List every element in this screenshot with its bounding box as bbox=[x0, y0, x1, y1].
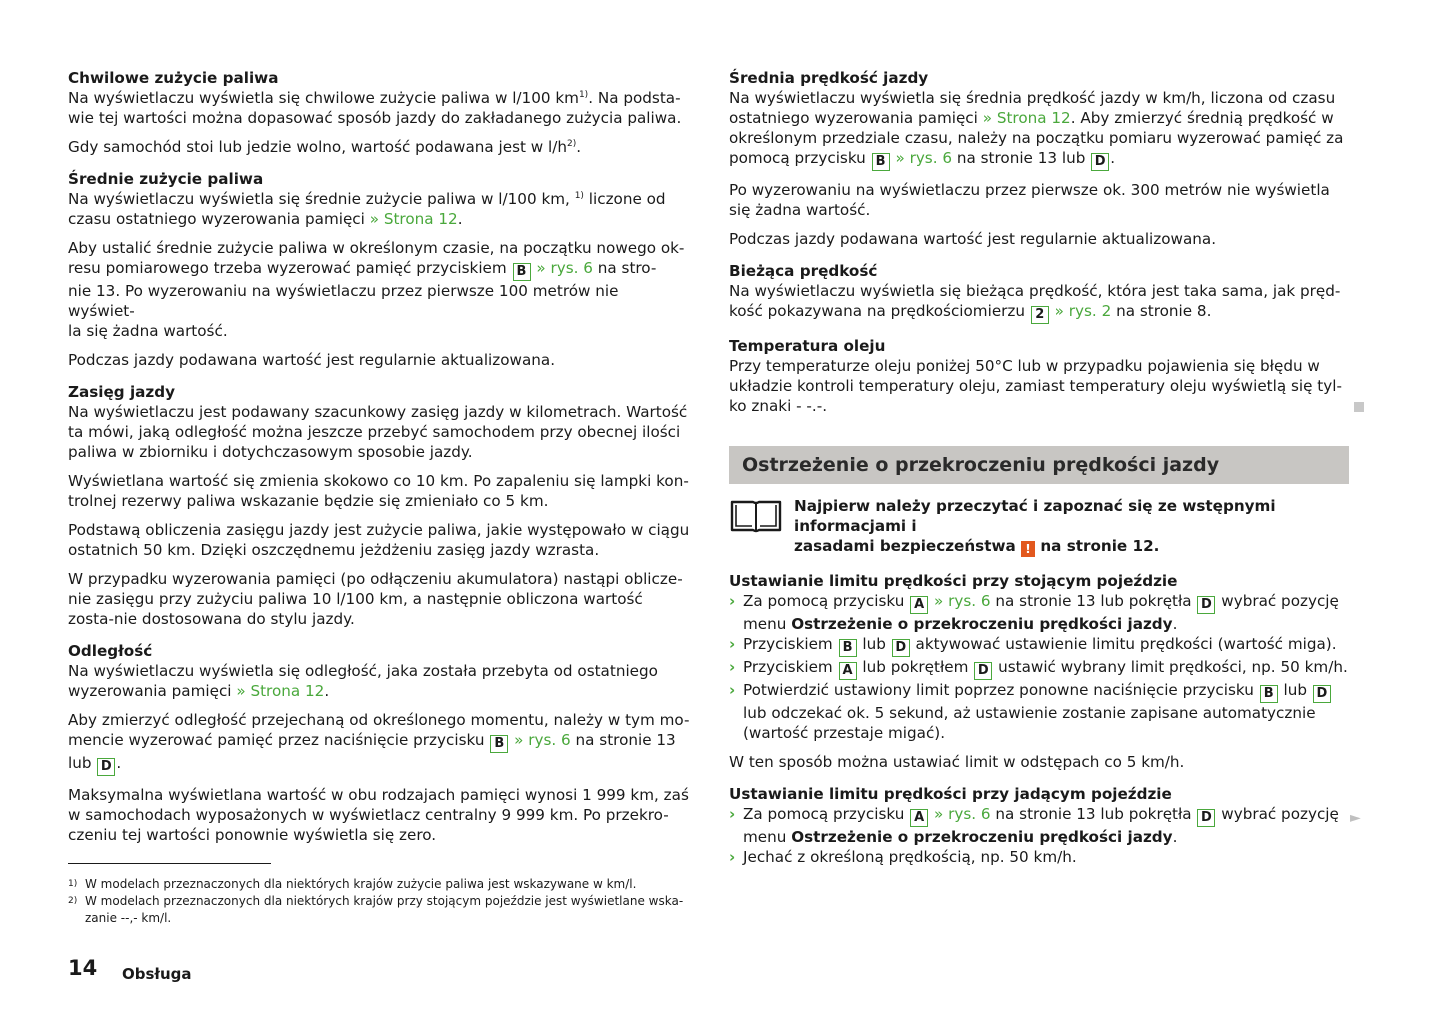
section-jadacy bbox=[729, 784, 1349, 867]
figure-link[interactable]: » rys. 6 bbox=[895, 149, 953, 167]
page-number: 14 bbox=[68, 956, 98, 980]
section-end-marker bbox=[1354, 402, 1364, 412]
footnote-text: W modelach przeznaczonych dla niektórych krajów zużycie paliwa jest wskazywane w km/l. bbox=[85, 877, 637, 891]
figure-link[interactable]: » rys. 2 bbox=[1054, 302, 1112, 320]
paragraph: Podstawą obliczenia zasięgu jazdy jest zużycie paliwa, jakie występowało w ciągu ostatnich 50 km. Dzięki oszczędnemu jeżdżeniu zasięg jazdy wzrasta. bbox=[68, 521, 690, 559]
paragraph: Na wyświetlaczu wyświetla się chwilowe zużycie paliwa w l/100 $km^{1)}$. Na podsta- wie tej wartości można dopasować sposób jazdy do zakładanego zużycia paliwa. bbox=[68, 89, 682, 127]
footnote-ref: 2) bbox=[567, 138, 577, 149]
footnote-number: 1) bbox=[68, 879, 78, 889]
footnote bbox=[68, 893, 690, 927]
steps-list bbox=[729, 804, 1349, 867]
key-b: B bbox=[839, 639, 857, 657]
page-link[interactable]: » Strona 12 bbox=[236, 682, 325, 700]
section-temperatura bbox=[729, 336, 1349, 416]
step-arrow-icon: › bbox=[729, 848, 736, 866]
key-d: D bbox=[974, 662, 992, 680]
footnote-ref: 1) bbox=[578, 89, 589, 100]
continue-arrow-icon: ► bbox=[1350, 810, 1361, 826]
key-d: D bbox=[1313, 685, 1331, 703]
step-arrow-icon: › bbox=[729, 635, 736, 653]
key-a: A bbox=[839, 662, 857, 680]
paragraph: Po wyzerowaniu na wyświetlaczu przez pierwsze ok. 300 metrów nie wyświetla się żadna wartość. bbox=[729, 181, 1330, 219]
footnote-ref: 1) bbox=[574, 190, 584, 201]
section-title: Chwilowe zużycie paliwa bbox=[68, 69, 279, 87]
step-item: › Przyciskiem B lub D aktywować ustawienie limitu prędkości (wartość miga). bbox=[729, 635, 1337, 655]
open-book-icon bbox=[729, 498, 783, 534]
key-d: D bbox=[1197, 596, 1215, 614]
step-arrow-icon: › bbox=[729, 681, 736, 699]
footnote-number: 2) bbox=[68, 896, 78, 906]
section-odleglosc bbox=[68, 641, 690, 845]
footnote bbox=[68, 876, 690, 893]
paragraph: Na wyświetlaczu wyświetla się średnie zużycie paliwa w l/100 km, $^{1)}$ liczone od czasu ostatniego wyzerowania pamięci » Strona 12. bbox=[68, 190, 666, 228]
page-link[interactable]: » Strona 12 bbox=[982, 109, 1071, 127]
warning-icon: ! bbox=[1021, 541, 1035, 557]
section-srednia-predkosc bbox=[729, 68, 1349, 249]
key-a: A bbox=[910, 809, 928, 827]
paragraph: Aby ustalić średnie zużycie paliwa w określonym czasie, na początku nowego ok- resu pomiarowego trzeba wyzerować pamięć przyciskiem B » rys. 6 na stro- nie 13. Po wyzerowaniu na wyświetlaczu przez pierwsze 100 metrów nie wyświet- la się żadna wartość. bbox=[68, 239, 685, 340]
footnote-rule bbox=[68, 863, 271, 864]
step-arrow-icon: › bbox=[729, 805, 736, 823]
key-b: B bbox=[1260, 685, 1278, 703]
paragraph: Gdy samochód stoi lub jedzie wolno, wartość podawana jest w $l/h^{2)}$. bbox=[68, 138, 582, 156]
key-b: B bbox=[490, 735, 508, 753]
paragraph: Przy temperaturze oleju poniżej 50°C lub w przypadku pojawienia się błędu w układzie kontroli temperatury oleju, zamiast temperatury oleju wyświetlą się tyl-ko znaki - -.-. bbox=[729, 357, 1342, 415]
paragraph: W ten sposób można ustawiać limit w odstępach co 5 km/h. bbox=[729, 753, 1185, 771]
section-title: Ustawianie limitu prędkości przy stojącym pojeździe bbox=[729, 572, 1178, 590]
left-column bbox=[68, 68, 690, 854]
figure-link[interactable]: » rys. 6 bbox=[514, 731, 571, 749]
page-link[interactable]: » Strona 12 bbox=[369, 210, 458, 228]
notice-text: Najpierw należy przeczytać i zapoznać się ze wstępnymi informacjami i zasadami bezpieczeństwa ! na stronie 12. bbox=[794, 497, 1276, 556]
key-d: D bbox=[1091, 153, 1109, 171]
steps-list bbox=[729, 591, 1349, 743]
figure-link[interactable]: » rys. 6 bbox=[536, 259, 593, 277]
read-first-notice bbox=[729, 496, 1349, 557]
paragraph: Podczas jazdy podawana wartość jest regularnie aktualizowana. bbox=[729, 230, 1217, 248]
chapter-heading: Ostrzeżenie o przekroczeniu prędkości jazdy bbox=[729, 446, 1349, 484]
paragraph: Na wyświetlaczu wyświetla się średnia prędkość jazdy w km/h, liczona od czasu ostatniego wyzerowania pamięci » Strona 12. Aby zmierzyć średnią prędkość w określonym przedziale czasu, należy na początku pomiaru wyzerować pamięć za pomocą przycisku B » rys. 6 na stronie 13 lub D . bbox=[729, 89, 1344, 169]
key-a: A bbox=[910, 596, 928, 614]
paragraph: Na wyświetlaczu wyświetla się odległość, jaka została przebyta od ostatniego wyzerowania pamięci » Strona 12. bbox=[68, 662, 658, 700]
step-item: › Jechać z określoną prędkością, np. 50 km/h. bbox=[729, 848, 1077, 866]
key-b: B bbox=[872, 153, 890, 171]
step-item: › Za pomocą przycisku A » rys. 6 na stronie 13 lub pokrętła D wybrać pozycję menu Ostrzeżenie o przekroczeniu prędkości jazdy. bbox=[729, 805, 1339, 846]
step-item: › Za pomocą przycisku A » rys. 6 na stronie 13 lub pokrętła D wybrać pozycję menu Ostrzeżenie o przekroczeniu prędkości jazdy. bbox=[729, 592, 1339, 633]
running-footer-section: Obsługa bbox=[122, 965, 192, 983]
section-title: Zasięg jazdy bbox=[68, 383, 176, 401]
figure-link[interactable]: » rys. 6 bbox=[933, 592, 991, 610]
step-arrow-icon: › bbox=[729, 658, 736, 676]
paragraph: Na wyświetlaczu wyświetla się bieżąca prędkość, która jest taka sama, jak pręd- kość pokazywana na prędkościomierzu 2 » rys. 2 na stronie 8. bbox=[729, 282, 1341, 322]
paragraph: W przypadku wyzerowania pamięci (po odłączeniu akumulatora) nastąpi oblicze-nie zasięgu przy zużyciu paliwa 10 l/100 km, a następnie obliczona wartość zosta-nie dostosowana do stylu jazdy. bbox=[68, 570, 683, 628]
paragraph: Na wyświetlaczu jest podawany szacunkowy zasięg jazdy w kilometrach. Wartość ta mówi, jaką odległość można jeszcze przebyć samochodem przy obecnej ilości paliwa w zbiorniku i dotychczasowym sposobie jazdy. bbox=[68, 403, 688, 461]
section-title: Ustawianie limitu prędkości przy jadącym pojeździe bbox=[729, 785, 1172, 803]
section-srednie bbox=[68, 169, 690, 370]
paragraph: Wyświetlana wartość się zmienia skokowo co 10 km. Po zapaleniu się lampki kon-trolnej rezerwy paliwa wskazanie będzie się zmieniało co 5 km. bbox=[68, 472, 689, 510]
key-d: D bbox=[892, 639, 910, 657]
section-title: Odległość bbox=[68, 642, 153, 660]
section-title: Średnia prędkość jazdy bbox=[729, 69, 929, 87]
paragraph: Aby zmierzyć odległość przejechaną od określonego momentu, należy w tym mo- mencie wyzerować pamięć przez naciśnięcie przycisku B » rys. 6 na stronie 13 lub D . bbox=[68, 711, 690, 774]
section-zasieg bbox=[68, 382, 690, 629]
key-b: B bbox=[513, 263, 531, 281]
section-title: Bieżąca prędkość bbox=[729, 262, 878, 280]
paragraph: Maksymalna wyświetlana wartość w obu rodzajach pamięci wynosi 1 999 km, zaś w samochodach wyposażonych w wyświetlacz centralny 9 999 km. Po przekro-czeniu tej wartości ponownie wyświetla się zero. bbox=[68, 786, 689, 844]
section-title: Temperatura oleju bbox=[729, 337, 886, 355]
footnote-text: W modelach przeznaczonych dla niektórych krajów przy stojącym pojeździe jest wyświetlane wska-zanie --,- km/l. bbox=[85, 894, 684, 925]
right-column bbox=[729, 68, 1349, 876]
footnotes bbox=[68, 876, 690, 927]
section-chwilowe bbox=[68, 68, 690, 157]
paragraph: Podczas jazdy podawana wartość jest regularnie aktualizowana. bbox=[68, 351, 556, 369]
section-biezaca bbox=[729, 261, 1349, 324]
section-title: Średnie zużycie paliwa bbox=[68, 170, 264, 188]
key-2: 2 bbox=[1031, 306, 1049, 324]
key-d: D bbox=[97, 758, 115, 776]
figure-link[interactable]: » rys. 6 bbox=[933, 805, 991, 823]
step-item: › Przyciskiem A lub pokrętłem D ustawić wybrany limit prędkości, np. 50 km/h. bbox=[729, 658, 1348, 678]
step-arrow-icon: › bbox=[729, 592, 736, 610]
key-d: D bbox=[1197, 809, 1215, 827]
step-item: › Potwierdzić ustawiony limit poprzez ponowne naciśnięcie przycisku B lub D lub odczekać ok. 5 sekund, aż ustawienie zostanie zapisane automatycznie (wartość przestaje migać). bbox=[729, 680, 1349, 743]
section-stojacy bbox=[729, 571, 1349, 772]
